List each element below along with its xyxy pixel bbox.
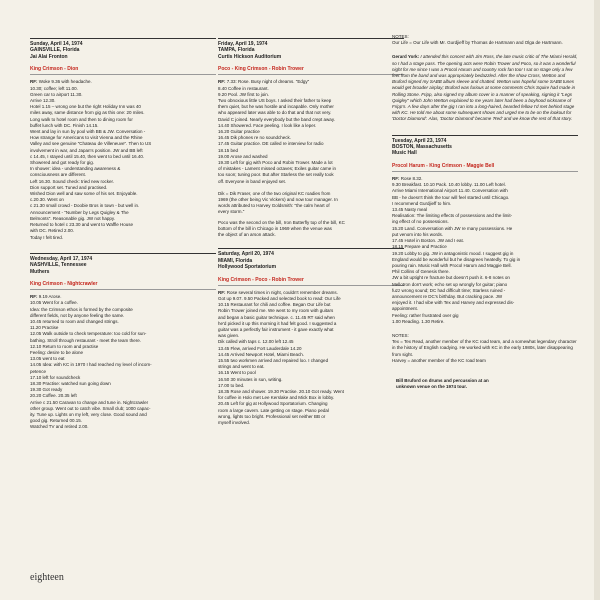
text-line: with DC. Retired 2.00. <box>30 228 75 234</box>
text-line: 17.45 Hotel in Boston. JW and I eat. <box>392 238 465 244</box>
notes-item: Harvey = another member of the KC road team <box>392 357 486 363</box>
text-line: Returned to hotel c 23.30 and went to Waffle House <box>30 222 134 228</box>
entry-date: Tuesday, April 23, 1974 <box>392 137 447 144</box>
text-line: 18.30 Practise: watched sun going down <box>30 380 111 386</box>
text-line: other group. Went out to catch vibe. Small club; 1000 capac- <box>30 405 151 411</box>
text-line: Phil Collins of Genesis there. <box>392 269 450 275</box>
text-line: bathing. Stroll through restaurant - meet the team there. <box>30 337 142 343</box>
text-line: c.20.30. Went on <box>30 197 64 203</box>
notes-our-life <box>392 34 578 46</box>
text-line: 10.05 Went for a coffee. <box>30 300 78 306</box>
text-line: off. Everyone in band enjoyed set. <box>218 178 286 184</box>
text-line: Mellotron don't work; echo set up wrongly for guitar; piano <box>392 281 508 287</box>
text-line: buffet lunch with DC. Finish 14.15. <box>30 122 99 128</box>
entry-venue: Curtis Hickson Auditorium <box>218 53 282 60</box>
entry-place: MIAMI, Florida <box>218 257 253 264</box>
text-line: Today I felt tired. <box>30 234 64 240</box>
notes-text: Our Life = Our Life with Mr. Gurdjieff by Thomas de Hartmann and Olga de Hartmann. <box>392 40 563 46</box>
text-line: Announcement - "Number by Legs Quigley & The <box>30 209 129 215</box>
text-line: Long walk to hotel room and then to dining room for <box>30 116 133 122</box>
text-line: Got up 9.07. 9.50 Packed and selected book to read: Our Life <box>218 295 341 301</box>
text-line: who appeared later was able to do that and that not very. <box>218 110 332 116</box>
text-line: 19.20 Lobby to gig. JW in antagonistic mood. I suggest gig in <box>392 250 514 256</box>
text-line: 13.45 Nasty meal <box>392 207 428 213</box>
text-line: JW a bit uptight re fracture but doesn't push it. 6-8 notes on <box>392 275 510 281</box>
text-line: enjoyed it. I had vibe with Tex and Harvey and expressed dis- <box>392 300 515 306</box>
diary-entry <box>30 38 216 241</box>
text-line: 19.30 Got ready <box>30 387 63 393</box>
text-line: c 14.45, I stayed until 15.40, then went to bed until 16.40. <box>30 153 145 159</box>
text-line: good gig. Returned 00.15. <box>30 418 83 424</box>
text-line: announcement re DC's birthday. But cracking pace. JW <box>392 293 503 299</box>
column-1 <box>30 6 216 439</box>
text-line: 17.10 left for soundcheck <box>30 374 81 380</box>
text-line: 1969 (the other being Vic Vickers) and now tour manager. In <box>218 197 338 203</box>
text-line: he'd picked it up this morning it had felt good. I suggested a <box>218 320 337 326</box>
caption-line: unknown venue on the 1974 tour. <box>396 383 468 389</box>
text-line: Belmonts". Reasonable gig. JW not happy. <box>30 215 116 221</box>
text-line: 17.45 Guitar practice. DE called re interview for radio <box>218 141 324 147</box>
text-line: strings and went to eat. <box>218 364 265 370</box>
billing-rule <box>30 74 216 75</box>
divider <box>218 38 404 39</box>
text-line: Hotel 1.15 – wrong one but the right Holiday Inn was 40 <box>30 104 141 110</box>
entry-billing: King Crimson - Poco - Robin Trower <box>218 276 304 283</box>
entry-venue: Muthers <box>30 268 50 275</box>
text-line: put venom into his words. <box>392 231 444 237</box>
text-line: words attributed to Harvey Goldsmith: "the calm heart of <box>218 203 330 209</box>
text-line: Arrive 12.30. <box>30 98 56 104</box>
text-line: Wished Dion well and saw some of his set. Enjoyable. <box>30 191 138 197</box>
text-line: 19.30 Left for gig with Poco and Robin Trower. Made a lot <box>218 160 333 166</box>
entry-place: BOSTON, Massachusetts <box>392 144 452 151</box>
text-line: 10.45 returned to room and changed strings. <box>30 318 119 324</box>
text-line: 11.20 Practise <box>30 325 59 331</box>
text-line: RF: 9.19 Arose. <box>30 294 62 300</box>
text-line: 18.35 Rose and shower. 19.30 Practise. 20.10 Got ready. Went <box>218 388 344 394</box>
page-edge <box>594 0 600 600</box>
entry-lines <box>218 79 404 184</box>
text-line: Idea: the Crimson ethos is formed by the composite <box>30 306 133 312</box>
text-line: Watched TV and retired 2.00. <box>30 424 89 430</box>
text-line: c 21.30 small crowd - Doobie Bros in town - but well in. <box>30 203 140 209</box>
diary-entry <box>392 135 578 325</box>
text-line: Went and lay in sun by pool with BB & JW. Conversation - <box>30 129 146 135</box>
text-line: 15.55 two workmen arrived and repaired loo. I changed <box>218 357 329 363</box>
text-line: RF: Woke 9.36 with headache. <box>30 79 92 85</box>
entry-billing: King Crimson - Dion <box>30 66 79 73</box>
text-line: too soon; tuning poor. But after Starless the set really took <box>218 172 334 178</box>
entry-venue: Hollywood Sportatorium <box>218 264 277 271</box>
text-line: Left 16.30. Sound check: tried new rocker. <box>30 178 115 184</box>
text-line: 9.30 Breakfast. 10.10 Pack. 10.40 lobby. 11.00 Left hotel. <box>392 182 506 188</box>
text-line: room a large cavern. Late getting on stage. Piano pedal <box>218 407 329 413</box>
text-line: 10.30; coffee; left 11.00. <box>30 85 78 91</box>
text-line: Feeling: rather frustrated over gig <box>392 312 459 318</box>
text-line: Arrive Miami International Airport 11.40. Conversation with <box>392 188 508 194</box>
entry-place: NASHVILLE, Tennessee <box>30 262 87 269</box>
text-line: In shower: idea - understanding awareness & <box>30 166 121 172</box>
text-line: 1.00 Reading. 1.30 Retire. <box>392 318 445 324</box>
entry-place: GAINSVILLE, Florida <box>30 47 80 54</box>
text-line: of mistakes - Lament missed octaves; Exiles guitar came in <box>218 166 337 172</box>
text-line: involvement in war, and Japan's position. JW and BB left <box>30 147 143 153</box>
text-line: 18.15 Prepare and Practice <box>392 244 447 250</box>
text-line: 8.40 Coffee in restaurant. <box>218 85 269 91</box>
entry-billing: King Crimson - Nightcrawler <box>30 280 98 287</box>
diary-entry <box>218 248 404 426</box>
entry-lines <box>218 290 404 426</box>
text-line: England would be wonderful but he disagrees heatedly. To gig in <box>392 256 521 262</box>
text-line: 20.45 Left for gig at Hollywood Sportatorium. Changing <box>218 401 328 407</box>
text-line: 14.05 Idea: with KC in 1970 I had reached my level of incom- <box>30 362 152 368</box>
billing-rule <box>218 74 404 75</box>
text-line: 12.05 Walk outside to check temperature: too cold for sun- <box>30 331 147 337</box>
notes-heading: NOTES: <box>392 332 409 338</box>
text-line: 14.45 Arrived Newport Hotel, Miami Beach. <box>218 351 305 357</box>
text-line: 9.20 Pool. JW first to join. <box>218 91 270 97</box>
text-line: consciousness are different. <box>30 172 86 178</box>
entry-notes <box>218 191 404 238</box>
text-line: Dion support set. Tuned and practised. <box>30 184 108 190</box>
divider <box>30 38 216 39</box>
text-line: myself involved. <box>218 419 251 425</box>
divider <box>30 253 216 254</box>
billing-rule <box>30 289 216 290</box>
text-line: RF: Rose several times in night, couldn't remember dreams. <box>218 289 338 295</box>
text-line: 15.20 Land. Conversation with JW re many possessions. He <box>392 225 513 231</box>
text-line: 12.10 Return to room and practise <box>30 343 99 349</box>
text-line: was given. <box>218 333 240 339</box>
text-line: Feeling: desire to be alone <box>30 349 84 355</box>
text-line: BB - he doesn't think the tour will feel started until Chicago. <box>392 194 510 200</box>
text-line: RF: 7.33: Rose. Busy night of dreams. "Edgy" <box>218 79 310 85</box>
diary-entry <box>218 38 404 238</box>
entry-lines <box>30 79 216 240</box>
entry-date: Sunday, April 14, 1974 <box>30 41 83 47</box>
text-line: 16.20 Guitar practice <box>218 129 260 135</box>
text-line: Dik called with taps c. 12.00 left 12.45 <box>218 339 294 345</box>
billing-rule <box>218 285 404 286</box>
text-line: 10.15 Restaurant for chili and coffee. Began Our Life but <box>218 302 331 308</box>
text-line: different fields, not by anyone feeling the same. <box>30 312 125 318</box>
text-line: Robin Trower joined me. We went to my room with guitars <box>218 308 334 314</box>
text-line: pouring rain. Music Hall with Procol Harum and Maggie Bell. <box>392 262 512 268</box>
text-line: Two obnoxious little US boys. I asked their father to keep <box>218 98 332 104</box>
gerard-york-note <box>392 54 578 122</box>
notes-item: Tex = Tex Read, another member of the KC road team, and a somewhat legendary character in the history of English roadying. He worked with KC in the early 1980s, later disappearing from sight. <box>392 339 577 357</box>
entry-lines <box>30 294 216 430</box>
text-line: 18.15 bed <box>218 147 239 153</box>
text-line: guitar was a perfectly fair instrument - it gave exactly what <box>218 326 334 332</box>
text-line: Arrive c 21.50 Caravan to change and tune in. Nightcrawler <box>30 399 149 405</box>
text-line: wrong, lights too bright. Professional set neither BB or <box>218 413 326 419</box>
caption-line: Bill Bruford on drums and percussion at an <box>396 377 489 383</box>
text-line: 16.50 30 minutes in sun, writing. <box>218 376 283 382</box>
text-line: every storm." <box>218 209 245 215</box>
text-line: Green car to airport 11.30. <box>30 91 83 97</box>
column-3 <box>392 6 578 390</box>
text-line: them quiet, but he was hostile and incapable. Only mother <box>218 104 334 110</box>
text-line: David C joined. Nearly everybody but the band crept away. <box>218 116 335 122</box>
text-line: bottom of the bill in Chicago in 1969 when the venue was <box>218 225 332 231</box>
text-line: 17.00 to bed. <box>218 382 245 388</box>
text-line: appointment. <box>392 306 419 312</box>
text-line: Poco was the second on the bill, Iron Butterfly top of the bill, KC <box>218 219 345 225</box>
text-line: ity. Tune up. Lights on my left, very close. Good sound and <box>30 411 147 417</box>
entry-billing: Procol Harum - King Crimson - Maggie Bell <box>392 162 495 169</box>
text-line: Dik = Dik Fraser, one of the two original KC roadies from <box>218 190 331 196</box>
text-line: 16.45 Dik phones re no soundcheck. <box>218 135 292 141</box>
text-line: Showered and got ready for gig. <box>30 160 95 166</box>
photo-caption <box>396 378 578 390</box>
text-line: 13.45 Flew, arrived Fort Lauderdale 14.20 <box>218 345 302 351</box>
text-line: miles away, same distance from gig as this one: 20 miles. <box>30 110 145 116</box>
text-line: Valley and see genuine "Chateau de Villeneuve". Then to US <box>30 141 152 147</box>
entry-place: TAMPA, Florida <box>218 47 255 54</box>
text-line: petence <box>30 368 47 374</box>
note-text: I attended this concert with Jim Ross, the late music critic of The Miami Herald, so I had a stage pass. The opening acts were Robin Trower and Poco, so it was a wonderful night for me since I was a Procol Harum and country rock fan too! I sat on stage only a few feet from the band and was appropriately bedazzled. After the show Cross, Wetton and Bruford signed my SABB album sleeve and chatted. Wetton was hopeful some SABB tunes would get broader airplay; Bruford was furious at some comments Chris Squire had made in Rolling Stone. Fripp, also signed my album cover in a manner of speaking, signing it "Legs Quigley" which John Wetton explained to me years later had been a boyhood nickname of Fripp's. A few days after the gig I ran into a long-haired, bearded fellow I'd met behind stage with KC. He told me about some subsequent shows and urged me to be on the lookout for 'Doctor Diamond'. Alas, 'Doctor Diamond' became 'Red' and we know the rest of that story. <box>392 54 578 122</box>
text-line: the object of an arson attack. <box>218 232 276 238</box>
entry-billing: Poco - King Crimson - Robin Trower <box>218 66 304 73</box>
text-line: fuzz wrong sound; DC had difficult time; Starless ruined - <box>392 287 506 293</box>
text-line: RF: Rose 8.32. <box>392 176 423 182</box>
diary-entry <box>30 253 216 431</box>
text-line: Realisation: The limiting effects of possessions and the limit- <box>392 213 513 219</box>
text-line: 13.05 went to eat <box>30 356 65 362</box>
entry-date: Friday, April 19, 1974 <box>218 41 268 47</box>
text-line: ing effect of no possessions. <box>392 219 449 225</box>
text-line: for coffee in Holo met Lee Kerslake and Mick Box in lobby. <box>218 395 335 401</box>
text-line: 14.40 Showered. Face peeling. I look like a leper. <box>218 122 317 128</box>
entry-venue: Jai Alai Fronton <box>30 53 68 60</box>
divider <box>392 135 578 136</box>
note-author: Gerard York: <box>392 54 420 60</box>
billing-rule <box>392 171 578 172</box>
page-folio: eighteen <box>30 572 64 583</box>
notes-heading: NOTES: <box>392 34 409 39</box>
column-2 <box>218 6 404 434</box>
text-line: 16.15 Went to pool <box>218 370 256 376</box>
text-line: I recommend Gurdjieff to him. <box>392 200 452 206</box>
entry-date: Wednesday, April 17, 1974 <box>30 255 93 262</box>
entry-venue: Music Hall <box>392 150 417 157</box>
entry-date: Saturday, April 20, 1974 <box>218 251 274 258</box>
entry-lines <box>392 176 578 325</box>
text-line: 19.00 Arose and washed <box>218 153 268 159</box>
notes-road-team <box>392 333 578 364</box>
divider <box>218 248 404 249</box>
text-line: 20.20 Coffee. 20.35 left <box>30 393 77 399</box>
text-line: How strange for Americans to visit Vienna and the Rhine <box>30 135 143 141</box>
text-line: and began a basic guitar technique. c. 11.45 RT said when <box>218 314 335 320</box>
